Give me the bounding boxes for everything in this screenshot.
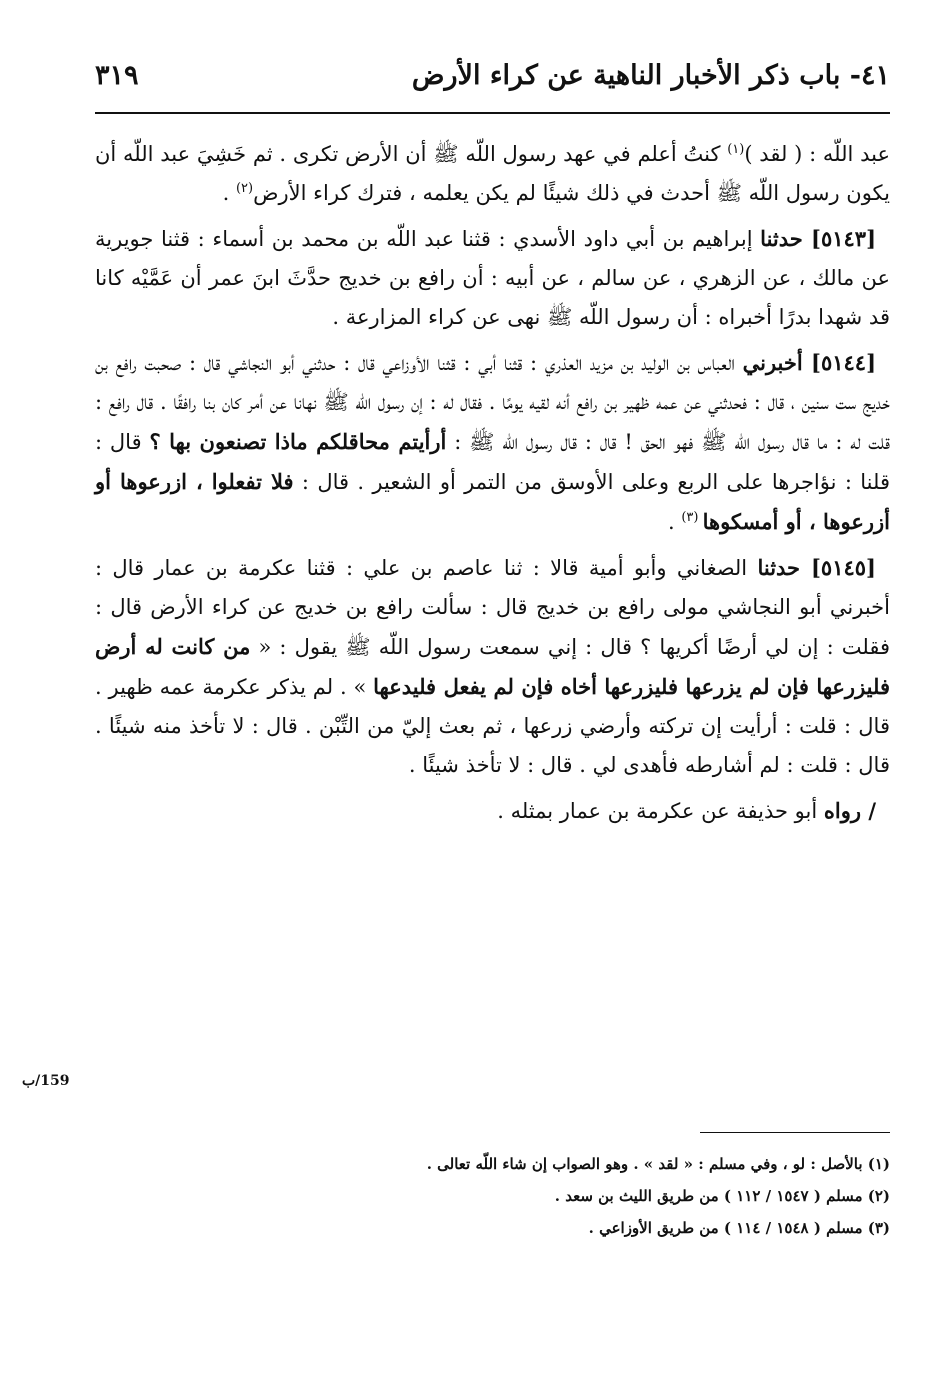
paragraph-continuation xyxy=(95,135,890,213)
footnote-rule xyxy=(700,1132,890,1133)
narration-note xyxy=(95,791,890,831)
footnote-2: (٢) مسلم ( ١٥٤٧ / ١١٢ ) من طريق الليث بن سعد . xyxy=(554,1187,890,1205)
footnote-1: (١) بالأصل : لو ، وفي مسلم : « لقد » . وهو الصواب إن شاء اللّه تعالى . xyxy=(426,1155,890,1173)
hadith-quote: فلا تفعلوا ، ازرعوها أو أزرعوها ، أو أمسكوها xyxy=(95,469,890,534)
hadith-number: [٥١٤٣] xyxy=(811,226,876,251)
chapter-title: ٤١- باب ذكر الأخبار الناهية عن كراء الأرض xyxy=(411,60,890,91)
text-span: كنتُ أعلم في عهد رسول اللّه ﷺ أن الأرض تكرى . ثم خَشِيَ عبد اللّه أن يكون رسول اللّه ﷺ أحدث في ذلك شيئًا لم يكن يعلمه ، فترك كراء الأرض xyxy=(95,142,890,205)
hadith-lead: حدثنا xyxy=(757,555,811,580)
main-text xyxy=(95,135,890,837)
text-span: أبو حذيفة عن عكرمة بن عمار بمثله . xyxy=(497,799,824,823)
header-rule xyxy=(95,112,890,114)
hadith-lead: حدثنا xyxy=(760,226,811,251)
hadith-5145 xyxy=(95,548,890,785)
text-span: العباس بن الوليد بن مزيد العذري : قثنا أبي : قثنا الأوزاعي قال : حدثني أبو النجاشي قال : صحبت رافع بن خديج ست سنين ، قال : فحدثني عن عمه ظهير بن رافع أنه لقيه يومًا . فقال له : إن رسول اللّه ﷺ نهانا عن أمر كان بنا رافقًا . قال رافع : قلت له : ما قال رسول اللّه ﷺ فهو الحق ! قال : قال رسول اللّه ﷺ : xyxy=(95,351,891,454)
hadith-lead: أخبرني xyxy=(742,350,811,375)
footnote-3: (٣) مسلم ( ١٥٤٨ / ١١٤ ) من طريق الأوزاعي . xyxy=(588,1219,890,1237)
hadith-5144 xyxy=(95,343,890,542)
text-span: إبراهيم بن أبي داود الأسدي : قثنا عبد اللّه بن محمد بن أسماء : قثنا جويرية عن مالك ، عن الزهري ، عن سالم ، عن أبيه : أن رافع بن خديج حدَّثَ ابنَ عمر أن عَمَّيْه كانا قد شهدا بدرًا أخبراه : أن رسول اللّه ﷺ نهى عن كراء المزارعة . xyxy=(95,227,890,329)
footnote-ref: (٢) xyxy=(235,181,254,196)
text-span: . xyxy=(667,510,682,534)
page-number: ٣١٩ xyxy=(95,60,139,91)
slash-marker: / xyxy=(861,798,876,823)
page-header xyxy=(95,56,890,106)
hadith-quote: من كانت له أرض فليزرعها فإن لم يزرعها فليزرعها أخاه فإن لم يفعل فليدعها xyxy=(95,634,890,699)
text-span: قال : قلنا : نؤاجرها على الربع وعلى الأوسق من التمر أو الشعير . قال : xyxy=(95,430,890,494)
hadith-5143 xyxy=(95,219,890,337)
hadith-quote: أرأيتم محاقلكم ماذا تصنعون بها ؟ xyxy=(149,429,447,454)
footnote-ref: (٣) xyxy=(681,510,703,525)
narration-lead: رواه xyxy=(823,798,862,823)
footnote-ref: (١) xyxy=(727,142,745,157)
hadith-number: [٥١٤٥] xyxy=(810,555,876,580)
hadith-number: [٥١٤٤] xyxy=(811,350,876,375)
footnotes xyxy=(95,1148,890,1244)
text-span: الصغاني وأبو أمية قالا : ثنا عاصم بن علي : قثنا عكرمة بن عمار قال : أخبرني أبو النجاشي مولى رافع بن خديج قال : سألت رافع بن خديج عن كراء الأرض قال : فقلت : إن لي أرضًا أكريها ؟ قال : إني سمعت رسول اللّه ﷺ يقول : « xyxy=(95,556,890,659)
text-span: . xyxy=(222,181,236,205)
text-span: » . لم يذكر عكرمة عمه ظهير . قال : قلت : أرأيت إن تركته وأرضي زرعها ، ثم بعث إليّ من التِّبْن . قال : لا تأخذ منه شيئًا . قال : قلت : لم أشارطه فأهدى لي . قال : لا تأخذ شيئًا . xyxy=(95,675,890,777)
text-span: عبد اللّه : ( لقد ) xyxy=(744,142,890,166)
manuscript-folio-note: 159/ب xyxy=(22,1073,70,1089)
